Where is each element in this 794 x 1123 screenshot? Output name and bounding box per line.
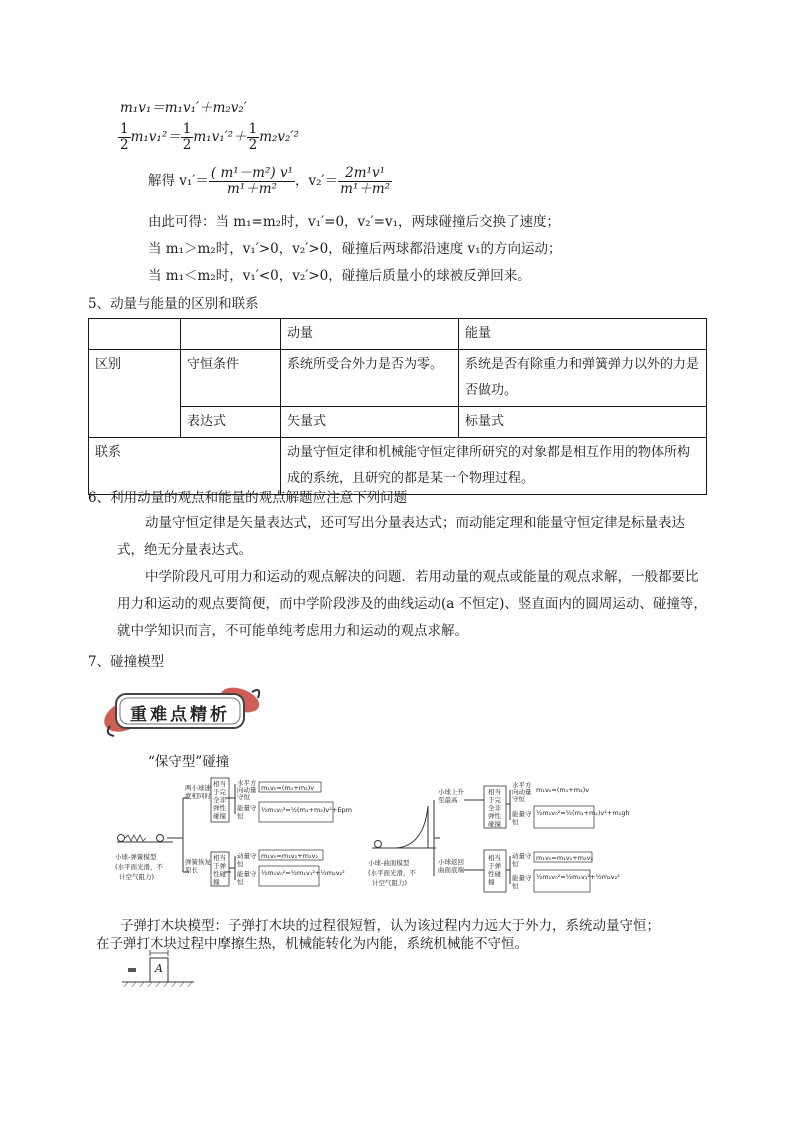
comparison-table	[88, 318, 707, 495]
section-6-paragraph: 中学阶段凡可用力和运动的观点解决的问题．若用动量的观点或能量的观点求解，一般都要比用力和运动的观点要简便，而中学阶段涉及的曲线运动(a 不恒定)、竖直面内的圆周运动、碰撞等，就中学知识而言，不可能单纯考虑用力和运动的观点求解。	[117, 569, 707, 639]
box-label: 相当于弹性碰撞	[488, 854, 501, 886]
box-label: 相当于完全非弹性碰撞	[488, 788, 501, 828]
rule-equation: ½m₁v₀²=½(m₁+m₂)v²+Epm	[261, 806, 352, 814]
section-6-heading: 6、利用动量的观点和能量的观点解题应注意下列问题	[88, 490, 408, 506]
momentum-equation: m₁v₁＝m₁v₁′＋m₂v₂′	[120, 100, 247, 116]
solution-equation: 解得 v₁′＝ $\frac{\text{( m¹－m²) v¹}}{\text{m¹＋m²}}$ ，v₂′＝ $\frac{\text{2m¹v¹}}{\text{m¹＋m²}}$	[148, 165, 391, 197]
energy-equation: $\frac{1}{2}$ m₁v₁²＝ $\frac{1}{2}$ m₁v₁′²＋ $\frac{1}{2}$ m₂v₂′²	[120, 121, 299, 153]
table-cell	[181, 319, 281, 350]
table-cell: 系统所受合外力是否为零。	[281, 350, 459, 407]
bullet-icon	[128, 968, 136, 972]
rule-equation: m₁v₀=(m₁+m₂)v	[261, 784, 315, 792]
curve-model-diagram	[368, 776, 630, 896]
rule-equation: m₁v₀=m₁v₁+m₂v₂	[536, 854, 594, 862]
rule-label: 水平方向动量守恒	[237, 779, 257, 801]
conclusion-line: 由此可得：当 m₁=m₂时，v₁′=0，v₂′=v₁，两球碰撞后交换了速度；	[148, 214, 560, 230]
section-7-heading: 7、碰撞模型	[88, 654, 165, 670]
rule-equation: m₁v₀=m₁v₁+m₂v₂	[261, 852, 319, 860]
box-label: 相当于弹性碰撞	[213, 854, 226, 886]
table-cell: 联系	[89, 438, 281, 495]
rule-label: 动量守恒	[237, 852, 257, 868]
key-points-badge	[100, 680, 265, 740]
diagram-caption: 小球-弹簧模型	[115, 853, 157, 861]
table-cell: 矢量式	[281, 407, 459, 438]
box-label: 相当于完全非弹性碰撞	[213, 780, 226, 820]
branch-label: 两小球速度相同时	[185, 784, 211, 800]
section-5-heading: 5、动量与能量的区别和联系	[88, 296, 259, 312]
rule-equation: ½m₁v₀²=½m₁v₁²+½m₂v₂²	[261, 869, 345, 877]
table-cell: 区别	[89, 350, 181, 438]
diagram-caption: 小球-曲面模型	[368, 859, 410, 867]
diagram-caption: (水平面光滑，不	[368, 869, 417, 877]
block-label: A	[155, 962, 163, 975]
table-row	[89, 407, 707, 438]
badge-label: 重难点精析	[130, 705, 230, 725]
table-cell: 表达式	[181, 407, 281, 438]
table-row	[89, 319, 707, 350]
diagram-caption: 计空气阻力)	[119, 873, 155, 881]
branch-label: 小球返回曲面底端	[438, 858, 464, 874]
table-cell: 守恒条件	[181, 350, 281, 407]
rule-equation: ½m₁v₀²=½(m₁+m₂)v²+m₁gh	[536, 809, 630, 817]
table-cell	[89, 319, 181, 350]
table-cell: 标量式	[459, 407, 707, 438]
conservative-collision-label: “保守型”碰撞	[148, 754, 230, 770]
conclusion-line: 当 m₁＞m₂时，v₁′>0，v₂′>0，碰撞后两球都沿速度 v₁的方向运动；	[148, 241, 562, 257]
diagram-caption: 计空气阻力)	[372, 879, 408, 887]
bullet-model-text: 在子弹打木块过程中摩擦生热，机械能转化为内能，系统机械能不守恒。	[96, 936, 528, 952]
bullet-model-text: 子弹打木块模型：子弹打木块的过程很短暂，认为该过程内力远大于外力，系统动量守恒；	[120, 918, 660, 934]
rule-label: 能量守恒	[237, 804, 257, 820]
rule-label: 动量守恒	[512, 852, 532, 868]
conclusion-line: 当 m₁＜m₂时，v₁′<0，v₂′>0，碰撞后质量小的球被反弹回来。	[148, 268, 531, 284]
table-cell: 动量	[281, 319, 459, 350]
rule-label: 能量守恒	[512, 810, 532, 826]
rule-equation: m₁v₀=(m₁+m₂)v	[536, 786, 590, 794]
branch-label: 弹簧恢复原长	[185, 858, 211, 874]
rule-label: 水平方向动量守恒	[512, 781, 532, 803]
rule-equation: ½m₁v₀²=½m₁v₁²+½m₂v₂²	[536, 873, 620, 881]
table-cell: 系统是否有除重力和弹簧弹力以外的力是否做功。	[459, 350, 707, 407]
table-row	[89, 350, 707, 407]
diagram-caption: (水平面光滑，不	[115, 863, 164, 871]
table-cell: 动量守恒定律和机械能守恒定律所研究的对象都是相互作用的物体所构成的系统，且研究的都是某一个物理过程。	[281, 438, 707, 495]
rule-label: 能量守恒	[512, 874, 532, 890]
section-6-paragraph: 动量守恒定律是矢量表达式，还可写出分量表达式；而动能定理和能量守恒定律是标量表达式，绝无分量表达式。	[117, 515, 685, 558]
table-cell: 能量	[459, 319, 707, 350]
branch-label: 小球上升至最高	[438, 788, 464, 804]
spring-model-diagram	[115, 776, 352, 888]
bullet-block-figure	[122, 950, 194, 988]
rule-label: 能量守恒	[237, 870, 257, 886]
